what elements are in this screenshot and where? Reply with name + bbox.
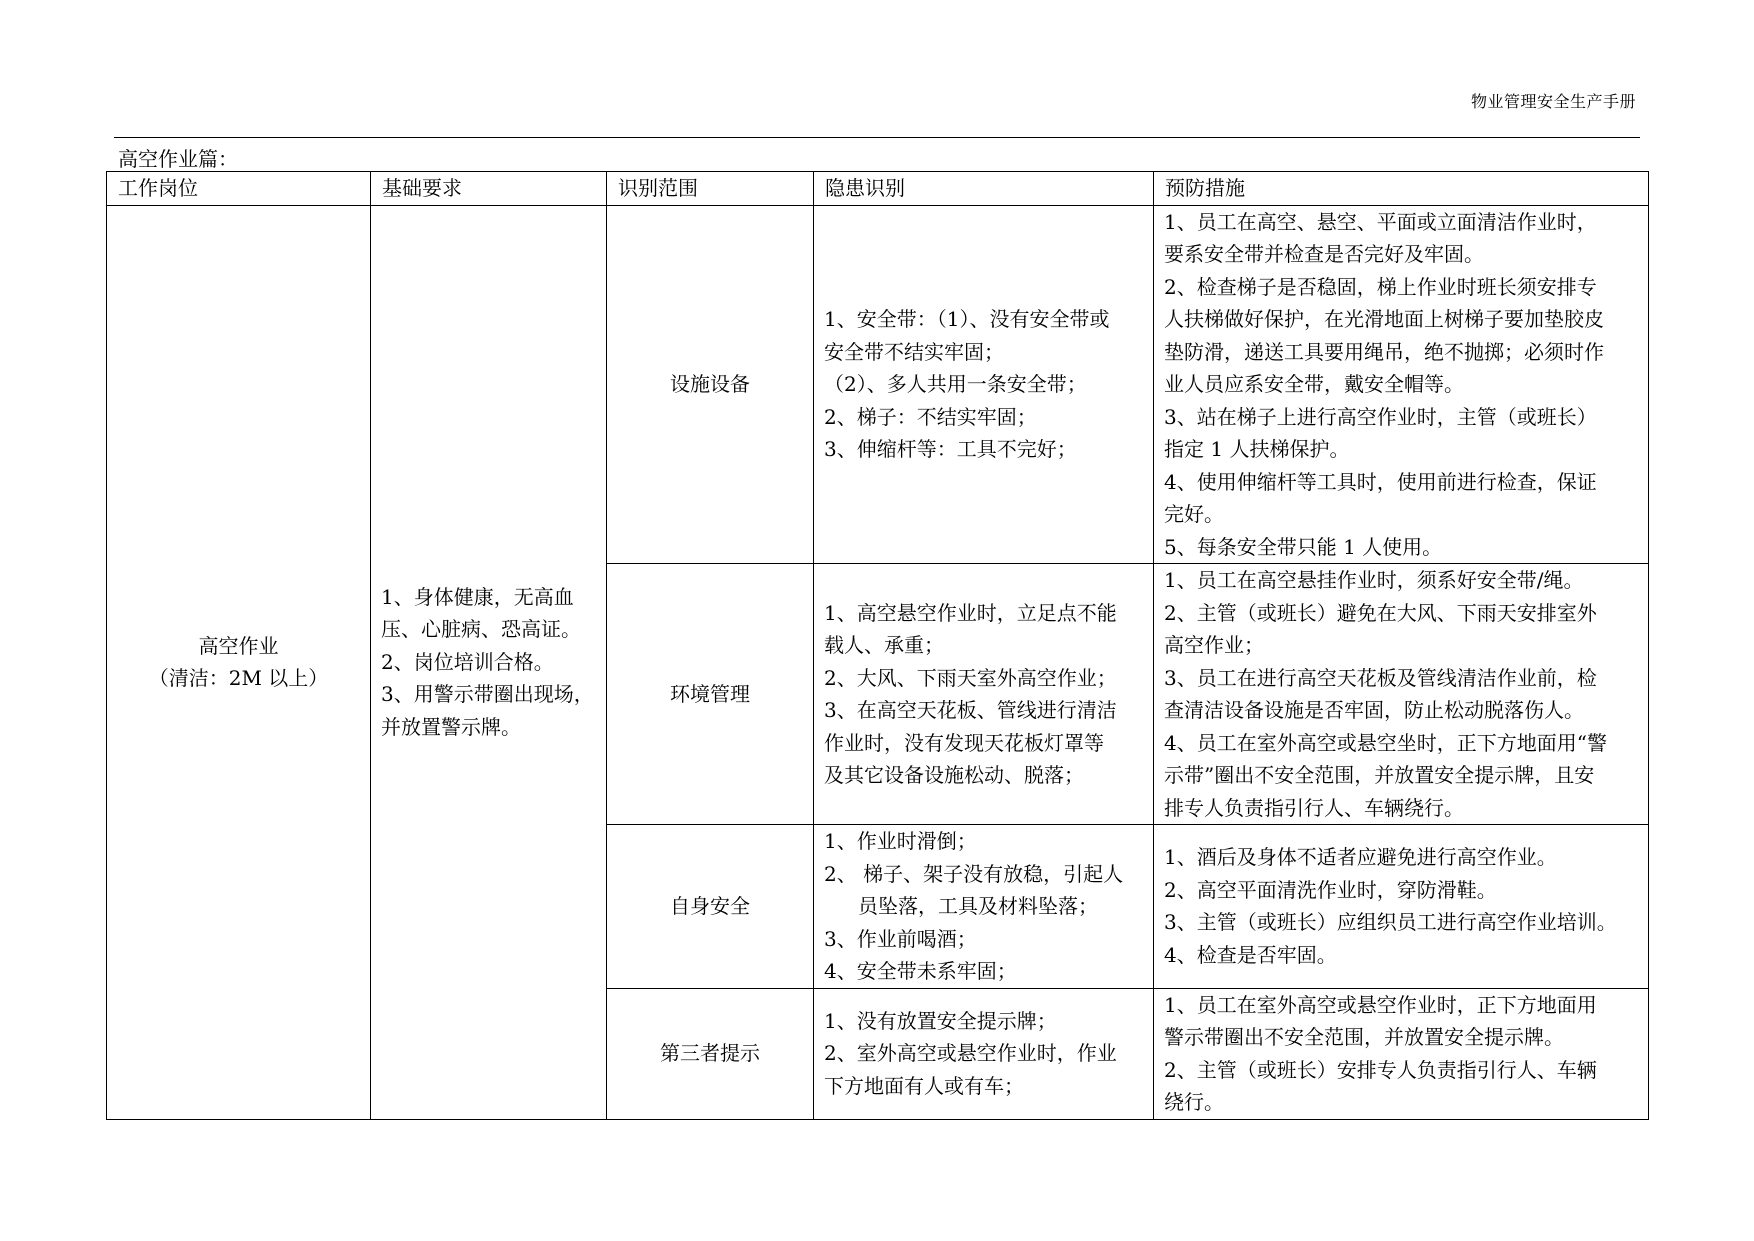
requirement-line: 压、心脏病、恐高证。	[381, 617, 581, 642]
requirement-line: 1、身体健康，无高血	[381, 584, 574, 609]
col-header-hazards: 隐患识别	[814, 172, 1154, 206]
hazard-line: 3、作业前喝酒；	[824, 926, 977, 951]
measures-cell	[1154, 825, 1649, 989]
measure-line: 警示带圈出不安全范围，并放置安全提示牌。	[1164, 1025, 1564, 1049]
measure-line: 3、员工在进行高空天花板及管线清洁作业前，检	[1164, 665, 1597, 690]
col-header-scope: 识别范围	[607, 172, 814, 206]
hazard-line: 员坠落，工具及材料坠落；	[858, 894, 1098, 918]
measure-line: 排专人负责指引行人、车辆绕行。	[1164, 795, 1464, 820]
col-header-requirements: 基础要求	[371, 172, 607, 206]
measures-cell	[1154, 205, 1649, 564]
measure-line: 垫防滑，递送工具要用绳吊，绝不抛掷；必须时作	[1164, 339, 1604, 364]
requirement-line: 并放置警示牌。	[381, 714, 521, 739]
measure-line: 绕行。	[1164, 1090, 1224, 1114]
measures-cell	[1154, 564, 1649, 825]
measure-line: 4、员工在室外高空或悬空坐时，正下方地面用“警	[1164, 730, 1607, 755]
measure-line: 人扶梯做好保护，在光滑地面上树梯子要加垫胶皮	[1164, 307, 1604, 331]
hazard-line: （2）、多人共用一条安全带；	[824, 372, 1087, 396]
hazard-line: 2、大风、下雨天室外高空作业；	[824, 665, 1117, 690]
measure-line: 指定 1 人扶梯保护。	[1164, 437, 1350, 461]
hazard-line: 3、伸缩杆等：工具不完好；	[824, 437, 1077, 461]
hazard-line: 1、高空悬空作业时，立足点不能	[824, 600, 1117, 625]
measure-line: 1、员工在室外高空或悬空作业时，正下方地面用	[1164, 992, 1597, 1017]
requirement-line: 2、岗位培训合格。	[381, 649, 554, 674]
measure-line: 5、每条安全带只能 1 人使用。	[1164, 534, 1443, 559]
table-row	[107, 205, 1649, 564]
position-sub: （清洁：2M 以上）	[148, 666, 329, 690]
hazards-cell	[814, 564, 1154, 825]
hazard-line: 4、安全带未系牢固；	[824, 959, 1017, 983]
measure-line: 1、员工在高空、悬空、平面或立面清洁作业时，	[1164, 209, 1597, 234]
scope-cell: 环境管理	[607, 564, 814, 825]
header-rule	[114, 137, 1640, 138]
measure-line: 3、主管（或班长）应组织员工进行高空作业培训。	[1164, 910, 1617, 935]
measure-line: 1、酒后及身体不适者应避免进行高空作业。	[1164, 845, 1557, 870]
hazard-table	[106, 171, 1649, 1120]
measure-line: 示带”圈出不安全范围，并放置安全提示牌，且安	[1164, 763, 1595, 787]
hazard-line: 及其它设备设施松动、脱落；	[824, 763, 1084, 787]
measure-line: 3、站在梯子上进行高空作业时，主管（或班长）	[1164, 404, 1597, 429]
scope-cell: 设施设备	[607, 205, 814, 564]
measure-line: 高空作业；	[1164, 633, 1264, 657]
scope-cell: 自身安全	[607, 825, 814, 989]
table-header-row	[107, 172, 1649, 206]
hazard-line: 1、作业时滑倒；	[824, 829, 977, 853]
requirements-cell	[371, 205, 607, 1119]
measure-line: 2、检查梯子是否稳固，梯上作业时班长须安排专	[1164, 274, 1597, 299]
hazard-line: 作业时，没有发现天花板灯罩等	[824, 730, 1104, 755]
hazards-cell	[814, 825, 1154, 989]
manual-header-title: 物业管理安全生产手册	[1470, 92, 1636, 111]
hazard-line: 下方地面有人或有车；	[824, 1073, 1024, 1098]
col-header-measures: 预防措施	[1154, 172, 1649, 206]
measure-line: 4、检查是否牢固。	[1164, 942, 1337, 967]
requirement-line: 3、用警示带圈出现场，	[381, 682, 594, 707]
measure-line: 查清洁设备设施是否牢固，防止松动脱落伤人。	[1164, 698, 1584, 722]
measure-line: 2、主管（或班长）避免在大风、下雨天安排室外	[1164, 600, 1597, 625]
hazard-line: 2、 梯子、架子没有放稳，引起人	[824, 861, 1124, 886]
section-title: 高空作业篇：	[118, 147, 238, 171]
measures-cell	[1154, 988, 1649, 1119]
measure-line: 1、员工在高空悬挂作业时，须系好安全带/绳。	[1164, 568, 1584, 592]
hazard-line: 3、在高空天花板、管线进行清洁	[824, 698, 1117, 722]
hazard-line: 2、室外高空或悬空作业时，作业	[824, 1041, 1117, 1066]
measure-line: 2、高空平面清洗作业时，穿防滑鞋。	[1164, 877, 1497, 902]
measure-line: 完好。	[1164, 502, 1224, 526]
hazard-line: 1、安全带：（1）、没有安全带或	[824, 307, 1110, 331]
measure-line: 4、使用伸缩杆等工具时，使用前进行检查，保证	[1164, 469, 1597, 494]
hazard-line: 1、没有放置安全提示牌；	[824, 1008, 1057, 1033]
measure-line: 要系安全带并检查是否完好及牢固。	[1164, 242, 1484, 266]
hazards-cell	[814, 988, 1154, 1119]
scope-cell: 第三者提示	[607, 988, 814, 1119]
hazard-line: 2、梯子：不结实牢固；	[824, 404, 1037, 429]
hazards-cell	[814, 205, 1154, 564]
hazard-line: 载人、承重；	[824, 633, 944, 657]
measure-line: 2、主管（或班长）安排专人负责指引行人、车辆	[1164, 1057, 1597, 1082]
col-header-position: 工作岗位	[107, 172, 371, 206]
position-name: 高空作业	[198, 633, 279, 658]
measure-line: 业人员应系安全带，戴安全帽等。	[1164, 372, 1464, 396]
position-cell	[107, 205, 371, 1119]
hazard-line: 安全带不结实牢固；	[824, 339, 1004, 364]
